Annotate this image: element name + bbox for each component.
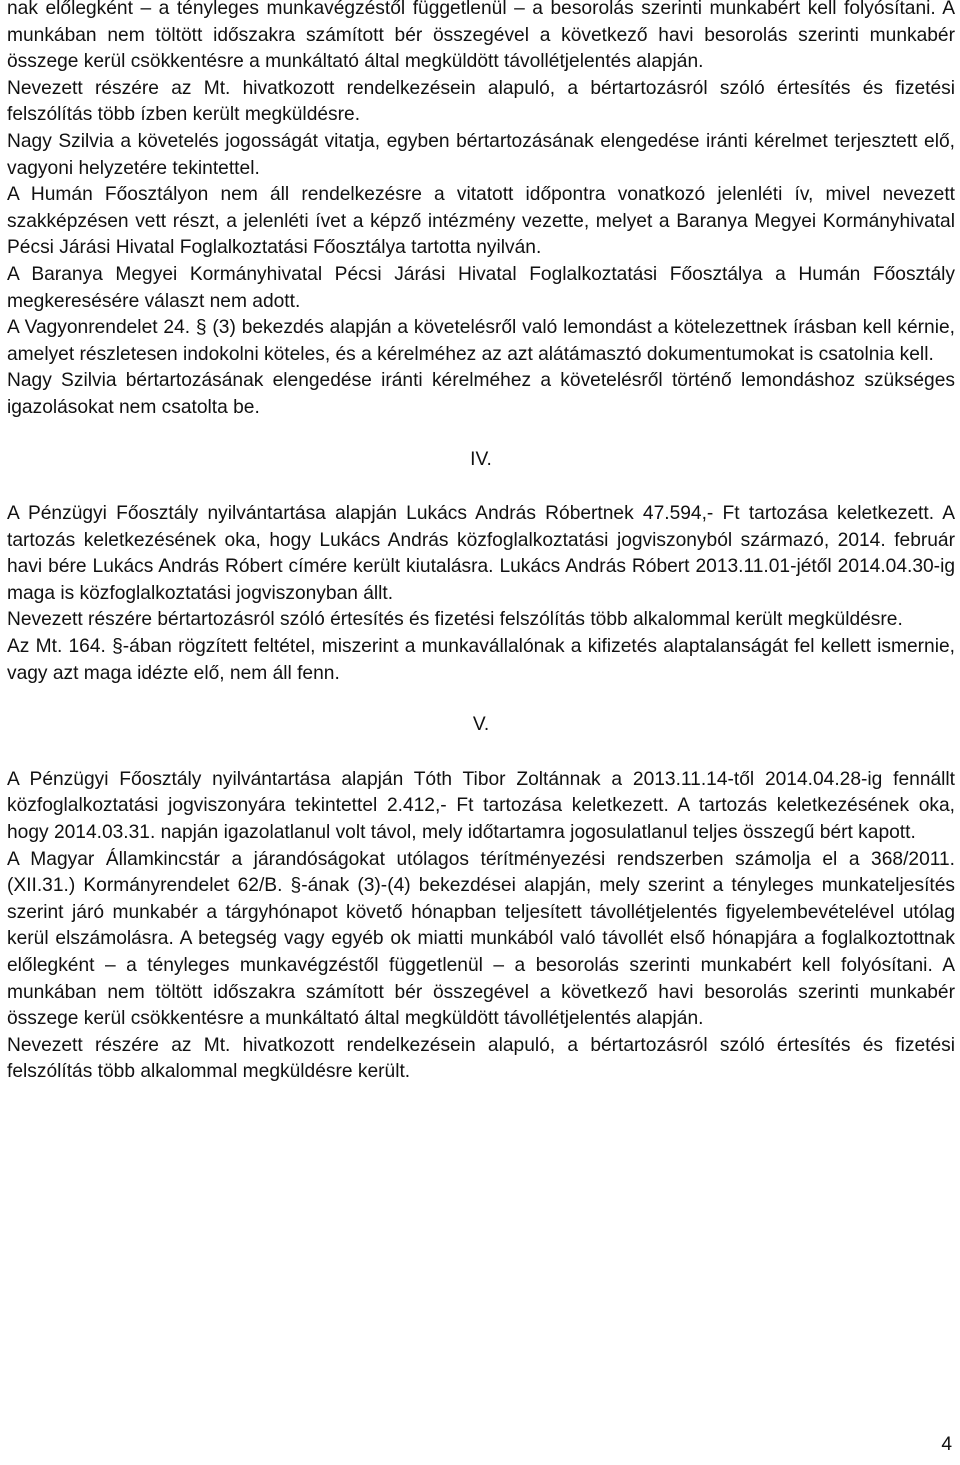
paragraph: Nevezett részére az Mt. hivatkozott rendelkezésein alapuló, a bértartozásról szóló értesítés és fizetési felszólítás több ízben került megküldésre.	[7, 77, 955, 126]
spacer	[7, 687, 955, 712]
paragraph: Nagy Szilvia a követelés jogosságát vitatja, egyben bértartozásának elengedése iránti kérelmet terjesztett elő, vagyoni helyzetére tekintettel.	[7, 130, 955, 179]
paragraph: A Magyar Államkincstár a járandóságokat utólagos térítményezési rendszerben számolja el a 368/2011. (XII.31.) Kormányrendelet 62/B. §-ának (3)-(4) bekezdései alapján, mely szerint a tényleges munkateljesítés szerint járó munkabér a tárgyhónapot követő hónapban teljesített távollétjelentés figyelembevételével utólag kerül elszámolásra. A betegség vagy egyéb ok miatti munkából való távollét első hónapjára a foglalkoztottnak előlegként – a tényleges munkavégzéstől függetlenül – a besorolás szerinti munkabért kell folyósítani. A munkában nem töltött időszakra számított bér összegével a következő havi besorolás szerinti munkabér összege kerül csökkentésre a munkáltató által megküldött távollétjelentés alapján.	[7, 848, 955, 1030]
spacer	[7, 422, 955, 447]
section-heading-iv: IV.	[470, 448, 492, 470]
paragraph: A Pénzügyi Főosztály nyilvántartása alapján Lukács András Róbertnek 47.594,- Ft tartozása keletkezett. A tartozás keletkezésének oka, hogy Lukács András közfoglalkoztatási jogviszonyból származó, 2014. február havi bére Lukács András Róbert címére került kiutalásra. Lukács András Róbert 2013.11.01-jétől 2014.04.30-ig maga is közfoglalkoztatási jogviszonyban állt.	[7, 503, 955, 604]
document-page	[7, 0, 955, 1086]
spacer	[7, 739, 955, 767]
paragraph-continuation: nak előlegként – a tényleges munkavégzéstől függetlenül – a besorolás szerinti munkabért kell folyósítani. A munkában nem töltött időszakra számított bér összegével a következő havi besorolás szerinti munkabér összege kerül csökkentésre a munkáltató által megküldött távollétjelentés alapján.	[7, 0, 955, 73]
paragraph: Nevezett részére bértartozásról szóló értesítés és fizetési felszólítás több alkalommal került megküldésre.	[7, 609, 903, 631]
section-heading-v: V.	[472, 714, 490, 736]
paragraph: A Pénzügyi Főosztály nyilvántartása alapján Tóth Tibor Zoltánnak a 2013.11.14-től 2014.04.28-ig fennállt közfoglalkoztatási jogviszonyára tekintettel 2.412,- Ft tartozása keletkezett. A tartozás keletkezésének oka, hogy 2014.03.31. napján igazolatlanul volt távol, mely időtartamra jogosulatlanul teljes összegű bért kapott.	[7, 768, 955, 844]
paragraph: Nagy Szilvia bértartozásának elengedése iránti kérelméhez a követelésről történő lemondáshoz szükséges igazolásokat nem csatolta be.	[7, 370, 955, 418]
paragraph: A Humán Főosztályon nem áll rendelkezésre a vitatott időpontra vonatkozó jelenléti ív, mivel nevezett szakképzésen vett részt, a jelenléti ívet a képző intézmény vezette, melyet a Baranya Megyei Kormányhivatal Pécsi Járási Hivatal Foglalkoztatási Főosztálya tartotta nyilván.	[7, 184, 955, 259]
paragraph: A Vagyonrendelet 24. § (3) bekezdés alapján a követelésről való lemondást a kötelezettnek írásban kell kérnie, amelyet részletesen indokolni köteles, és a kérelméhez az azt alátámasztó dokumentumokat is csatolnia kell.	[7, 317, 955, 365]
page-number: 4	[941, 1434, 952, 1455]
paragraph: Nevezett részére az Mt. hivatkozott rendelkezésein alapuló, a bértartozásról szóló értesítés és fizetési felszólítás több alkalommal megküldésre került.	[7, 1034, 955, 1083]
paragraph: A Baranya Megyei Kormányhivatal Pécsi Járási Hivatal Foglalkoztatási Főosztálya a Humán Főosztály megkeresésére választ nem adott.	[7, 263, 955, 312]
paragraph: Az Mt. 164. §-ában rögzített feltétel, miszerint a munkavállalónak a kifizetés alaptalanságát fel kellett ismernie, vagy azt maga idézte elő, nem áll fenn.	[7, 636, 955, 684]
spacer	[7, 473, 955, 501]
